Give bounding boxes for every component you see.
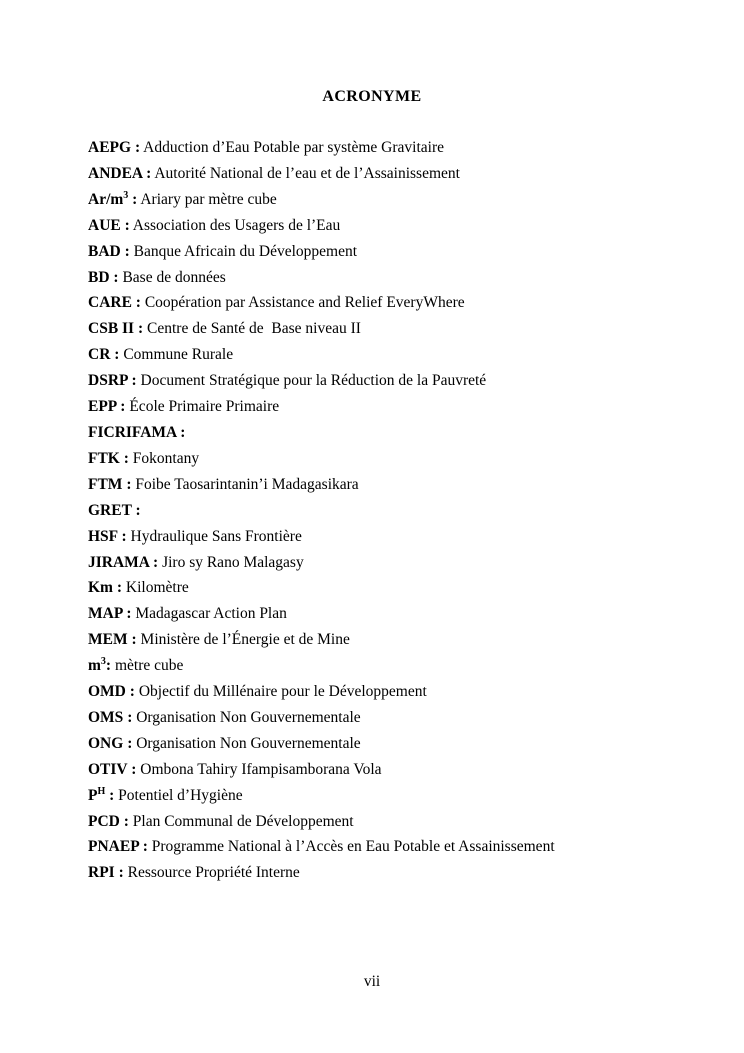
acronym-superscript: 3 — [123, 189, 129, 201]
acronym-definition: Organisation Non Gouvernementale — [132, 708, 361, 726]
acronym-abbr: AEPG : — [88, 139, 141, 156]
acronym-abbr: $P^H$ : — [88, 785, 115, 804]
acronym-abbr: HSF : — [88, 527, 127, 545]
acronym-definition: Ariary par mètre cube — [137, 190, 277, 208]
acronym-entry — [88, 446, 688, 472]
acronym-entry — [88, 265, 688, 291]
acronym-definition: Programme National à l’Accès en Eau Potable et Assainissement — [147, 838, 555, 856]
acronym-entry — [88, 601, 688, 627]
acronym-definition: Potentiel d’Hygiène — [114, 786, 243, 804]
acronym-abbr: MAP : — [88, 605, 132, 623]
acronym-definition: Ministère de l’Énergie et de Mine — [136, 631, 350, 649]
acronym-entry — [88, 550, 688, 576]
acronym-definition: Kilomètre — [122, 579, 189, 597]
acronym-abbr: DSRP : — [88, 372, 137, 390]
acronym-entry — [88, 394, 688, 420]
acronym-definition: Ressource Propriété Interne — [123, 864, 300, 882]
acronym-definition: Adduction d’Eau Potable par système Gravitaire — [140, 139, 444, 156]
acronym-definition: Commune Rurale — [119, 346, 234, 364]
acronym-definition: Madagascar Action Plan — [131, 605, 287, 623]
acronym-abbr: CR : — [88, 346, 120, 364]
acronym-definition: École Primaire Primaire — [125, 398, 280, 416]
acronym-list — [88, 135, 688, 886]
acronym-entry — [88, 161, 688, 187]
acronym-entry — [88, 342, 688, 368]
acronym-abbr: BAD : — [88, 242, 130, 260]
acronym-entry — [88, 627, 688, 653]
acronym-abbr: Km : — [88, 579, 123, 597]
acronym-abbr: FTM : — [88, 475, 132, 493]
acronym-abbr: FTK : — [88, 449, 129, 467]
acronym-definition: Organisation Non Gouvernementale — [132, 734, 361, 752]
acronym-abbr: BD : — [88, 268, 119, 286]
page-title: ACRONYME — [322, 88, 422, 105]
acronym-entry — [88, 498, 688, 524]
acronym-definition: Ombona Tahiry Ifampisamborana Vola — [136, 760, 382, 778]
acronym-entry — [88, 860, 688, 886]
acronym-abbr: OTIV : — [88, 760, 137, 778]
acronym-definition: Foibe Taosarintanin’i Madagasikara — [131, 475, 359, 493]
acronym-entry — [88, 783, 688, 809]
acronym-abbr: GRET : — [88, 501, 141, 519]
acronym-entry — [88, 679, 688, 705]
acronym-abbr: MEM : — [88, 631, 137, 649]
acronym-entry — [88, 575, 688, 601]
acronym-entry — [88, 213, 688, 239]
acronym-definition: Objectif du Millénaire pour le Développement — [134, 683, 427, 701]
acronym-abbr: FICRIFAMA : — [88, 423, 186, 441]
acronym-definition: Coopération par Assistance and Relief EveryWhere — [140, 294, 465, 312]
acronym-definition: Fokontany — [128, 449, 200, 467]
acronym-definition: Jiro sy Rano Malagasy — [158, 553, 304, 571]
acronym-entry — [88, 368, 688, 394]
acronym-abbr: $m^3$: — [88, 655, 112, 675]
acronym-abbr: RPI : — [88, 864, 124, 882]
acronym-entry — [88, 420, 688, 446]
acronym-abbr: OMS : — [88, 708, 133, 726]
acronym-entry — [88, 809, 688, 835]
acronym-abbr: PNAEP : — [88, 838, 148, 856]
acronym-abbr: PCD : — [88, 812, 129, 830]
acronym-superscript: H — [97, 785, 106, 797]
acronym-entry — [88, 239, 688, 265]
acronym-definition: Banque Africain du Développement — [129, 242, 358, 260]
acronym-entry — [88, 757, 688, 783]
acronym-definition: Plan Communal de Développement — [128, 812, 354, 830]
acronym-abbr: CARE : — [88, 294, 141, 312]
acronym-definition: Association des Usagers de l’Eau — [129, 216, 341, 234]
acronym-entry — [88, 834, 688, 860]
acronym-entry — [88, 524, 688, 550]
acronym-entry — [88, 731, 688, 757]
page-number: vii — [363, 973, 381, 990]
acronym-abbr: OMD : — [88, 683, 135, 701]
acronym-entry — [88, 472, 688, 498]
acronym-definition: Base de données — [118, 268, 226, 286]
acronym-definition: Hydraulique Sans Frontière — [126, 527, 302, 545]
acronym-definition: Centre de Santé de Base niveau II — [143, 320, 361, 338]
acronym-definition: Document Stratégique pour la Réduction de la Pauvreté — [136, 372, 487, 390]
acronym-abbr: ANDEA : — [88, 164, 152, 182]
acronym-abbr: AUE : — [88, 216, 130, 234]
acronym-entry — [88, 653, 688, 679]
acronym-entry — [88, 135, 688, 161]
acronym-entry — [88, 316, 688, 342]
acronym-entry — [88, 187, 688, 213]
acronym-abbr: CSB II : — [88, 320, 144, 338]
acronym-abbr: JIRAMA : — [88, 553, 159, 571]
acronym-abbr: $Ar/m^3$ : — [88, 189, 138, 208]
acronym-entry — [88, 290, 688, 316]
acronym-entry — [88, 705, 688, 731]
acronym-abbr: ONG : — [88, 734, 133, 752]
acronym-superscript: 3 — [100, 655, 106, 667]
acronym-definition: mètre cube — [111, 657, 184, 675]
acronym-abbr: EPP : — [88, 398, 126, 416]
acronym-definition: Autorité National de l’eau et de l’Assainissement — [151, 164, 460, 182]
